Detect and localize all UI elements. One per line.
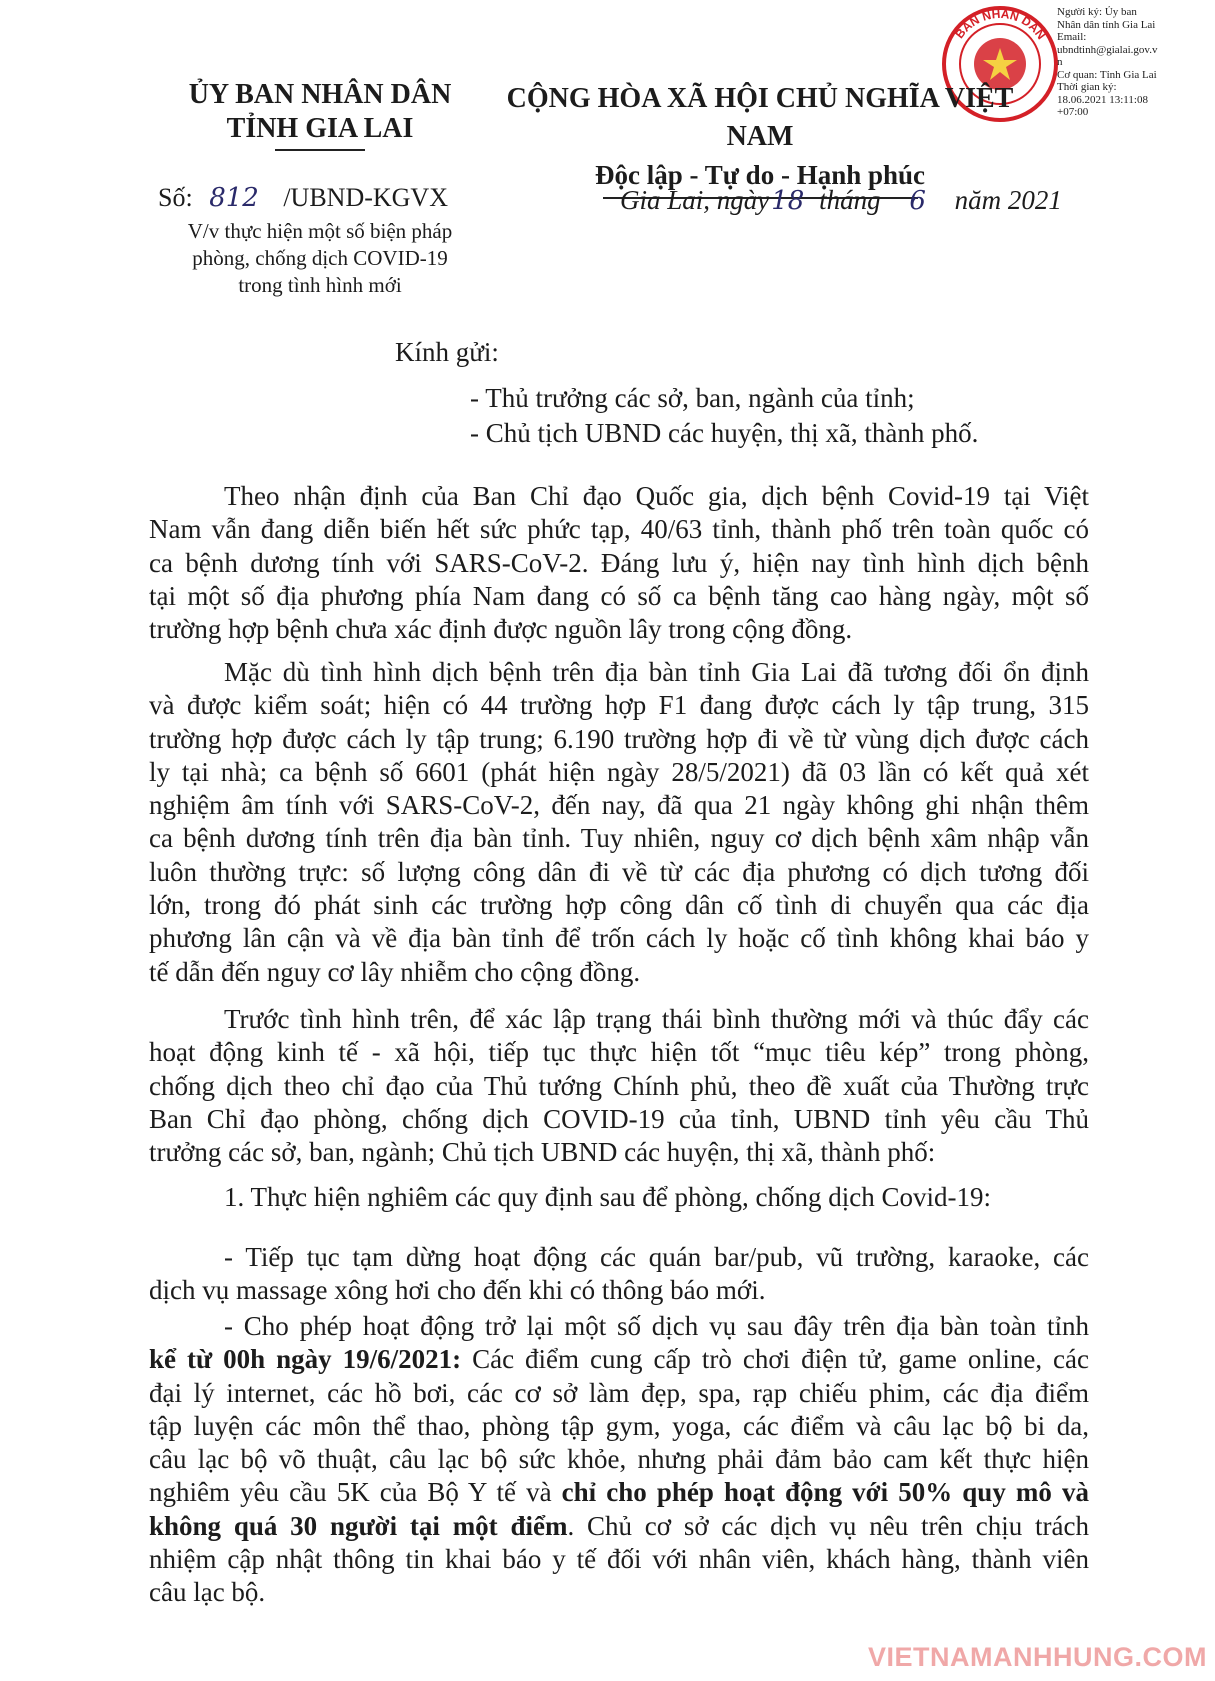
sig-line: Email: — [1057, 31, 1087, 43]
text-line: nhiệm cập nhật thông tin khai báo y tế đối với nhân viên, khách hàng, thành viên — [149, 1544, 1089, 1575]
sig-line: Cơ quan: Tỉnh Gia Lai — [1057, 68, 1157, 81]
sig-line: ubndtinh@gialai.gov.v — [1057, 43, 1158, 56]
sig-line: Thời gian ký: — [1057, 81, 1117, 93]
text-line: trưởng các sở, ban, ngành; Chủ tịch UBND các huyện, thị xã, thành phố: — [149, 1137, 936, 1168]
text-line: nghiệm âm tính với SARS-CoV-2, đến nay, đã qua 21 ngày không ghi nhận thêm — [149, 790, 1089, 821]
text-segment: Các điểm cung cấp trò chơi điện tử, game online, các — [461, 1344, 1089, 1375]
text-line: luôn thường trực: số lượng công dân đi về từ các địa phương có dịch tương đối — [149, 856, 1089, 887]
bullet-2 — [149, 1310, 1089, 1610]
number-prefix: Số: — [158, 183, 193, 212]
bold-text: không quá 30 người tại một điểm — [149, 1510, 568, 1541]
text-line: câu lạc bộ võ thuật, câu lạc bộ sức khỏe, nhưng phải đảm bảo cam kết thực hiện — [149, 1444, 1089, 1475]
item-1 — [149, 1181, 1089, 1214]
number-suffix: /UBND-KGVX — [283, 183, 448, 212]
paragraph-1 — [149, 480, 1089, 646]
text-segment: . Chủ cơ sở các dịch vụ nêu trên chịu trách — [567, 1510, 1089, 1541]
text-line: trường hợp được cách ly tập trung; 6.190 trường hợp đi về từ vùng dịch được cách — [149, 723, 1089, 754]
subject-line: trong tình hình mới — [238, 273, 402, 297]
date-year: năm 2021 — [954, 185, 1062, 215]
text-line — [149, 1510, 1089, 1543]
nation-title: CỘNG HÒA XÃ HỘI CHỦ NGHĨA VIỆT NAM — [506, 83, 1014, 152]
text-line: hoạt động kinh tế - xã hội, tiếp tục thực hiện tốt “mục tiêu kép” trong phòng, — [149, 1037, 1089, 1068]
recipient-1: - Thủ trưởng các sở, ban, ngành của tỉnh; — [470, 383, 915, 413]
digital-signature-block — [1057, 6, 1215, 119]
handwritten-number: 812 — [209, 183, 259, 213]
text-line — [149, 1343, 1089, 1376]
text-line: Nam vẫn đang diễn biến hết sức phức tạp, 40/63 tỉnh, thành phố trên toàn quốc có — [149, 514, 1089, 545]
document-date — [620, 185, 1062, 216]
date-day: 18 — [771, 186, 805, 216]
text-line: phương lân cận và về địa bàn tỉnh để trốn cách ly hoặc cố tình không khai báo y — [149, 923, 1089, 954]
text-line: - Tiếp tục tạm dừng hoạt động các quán bar/pub, vũ trường, karaoke, các — [224, 1242, 1089, 1272]
nation-motto: Độc lập - Tự do - Hạnh phúc — [500, 156, 1020, 199]
text-line: ca bệnh dương tính với SARS-CoV-2. Đáng lưu ý, hiện nay tình hình dịch bệnh — [149, 547, 1089, 578]
text-line: ca bệnh dương tính trên địa bàn tỉnh. Tuy nhiên, nguy cơ dịch bệnh xâm nhập vẫn — [149, 823, 1089, 854]
text-line: tế dẫn đến nguy cơ lây nhiễm cho cộng đồng. — [149, 956, 641, 987]
bold-text: kể từ 00h ngày 19/6/2021: — [149, 1344, 462, 1375]
recipient-2: - Chủ tịch UBND các huyện, thị xã, thành phố. — [470, 418, 979, 448]
national-header — [500, 80, 1020, 199]
text-line: Mặc dù tình hình dịch bệnh trên địa bàn tỉnh Gia Lai đã tương đối ổn định — [224, 657, 1089, 687]
text-line: lớn, trong đó phát sinh các trường hợp công dân cố tình di chuyển qua các địa — [149, 890, 1089, 921]
authority-line-1: ỦY BAN NHÂN DÂN — [188, 79, 452, 110]
text-segment: nghiêm yêu cầu 5K của Bộ Y tế và — [149, 1477, 562, 1508]
bullet-1 — [149, 1241, 1089, 1308]
subject-line: V/v thực hiện một số biện pháp — [187, 219, 453, 243]
watermark: VIETNAMANHHUNG.COM — [868, 1642, 1207, 1672]
text-line — [149, 1476, 1089, 1509]
authority-line-2: TỈNH GIA LAI — [150, 112, 490, 151]
sig-line: +07:00 — [1057, 106, 1089, 118]
document-subject — [150, 218, 490, 299]
text-line: Ban Chỉ đạo phòng, chống dịch COVID-19 của tỉnh, UBND tỉnh yêu cầu Thủ — [149, 1103, 1089, 1134]
subject-line: phòng, chống dịch COVID-19 — [192, 246, 448, 270]
text-line: chống dịch theo chỉ đạo của Thủ tướng Chính phủ, theo đề xuất của Thường trực — [149, 1070, 1089, 1101]
text-line: - Cho phép hoạt động trở lại một số dịch vụ sau đây trên địa bàn toàn tỉnh — [224, 1311, 1089, 1341]
seal-text: BAN NHÂN DÂN — [952, 6, 1049, 42]
document-number — [158, 183, 448, 213]
date-place: Gia Lai, ngày — [620, 185, 770, 215]
text-line: 1. Thực hiện nghiêm các quy định sau để phòng, chống dịch Covid-19: — [224, 1182, 991, 1212]
greeting: Kính gửi: — [395, 337, 499, 367]
bold-text: chỉ cho phép hoạt động với 50% quy mô và — [561, 1477, 1089, 1508]
text-line: và được kiểm soát; hiện có 44 trường hợp F1 đang được cách ly tập trung, 315 — [149, 690, 1089, 721]
sig-line: Người ký: Ủy ban — [1057, 6, 1137, 18]
text-line: Theo nhận định của Ban Chỉ đạo Quốc gia, dịch bệnh Covid-19 tại Việt — [224, 481, 1089, 511]
sig-line: n — [1057, 56, 1063, 68]
text-line: dịch vụ massage xông hơi cho đến khi có thông báo mới. — [149, 1275, 766, 1306]
paragraph-3 — [149, 1003, 1089, 1169]
date-month-label: tháng — [819, 185, 881, 215]
issuing-authority — [150, 78, 490, 151]
paragraph-2 — [149, 656, 1089, 989]
text-line: trường hợp bệnh chưa xác định được nguồn lây trong cộng đồng. — [149, 614, 853, 645]
sig-line: 18.06.2021 13:11:08 — [1057, 93, 1148, 106]
text-line: đại lý internet, các hồ bơi, các cơ sở làm đẹp, spa, rạp chiếu phim, các địa điểm — [149, 1377, 1089, 1408]
text-line: tại một số địa phương phía Nam đang có số ca bệnh tăng cao hàng ngày, một số — [149, 580, 1089, 611]
date-month: 6 — [909, 186, 926, 216]
text-line: ly tại nhà; ca bệnh số 6601 (phát hiện ngày 28/5/2021) đã 03 lần có kết quả xét — [149, 756, 1089, 787]
sig-line: Nhân dân tỉnh Gia Lai — [1057, 18, 1156, 31]
text-line: Trước tình hình trên, để xác lập trạng thái bình thường mới và thúc đẩy các — [224, 1004, 1089, 1034]
text-line: tập luyện các môn thể thao, phòng tập gym, yoga, các điểm và câu lạc bộ bi da, — [149, 1410, 1089, 1441]
text-line: câu lạc bộ. — [149, 1577, 266, 1608]
